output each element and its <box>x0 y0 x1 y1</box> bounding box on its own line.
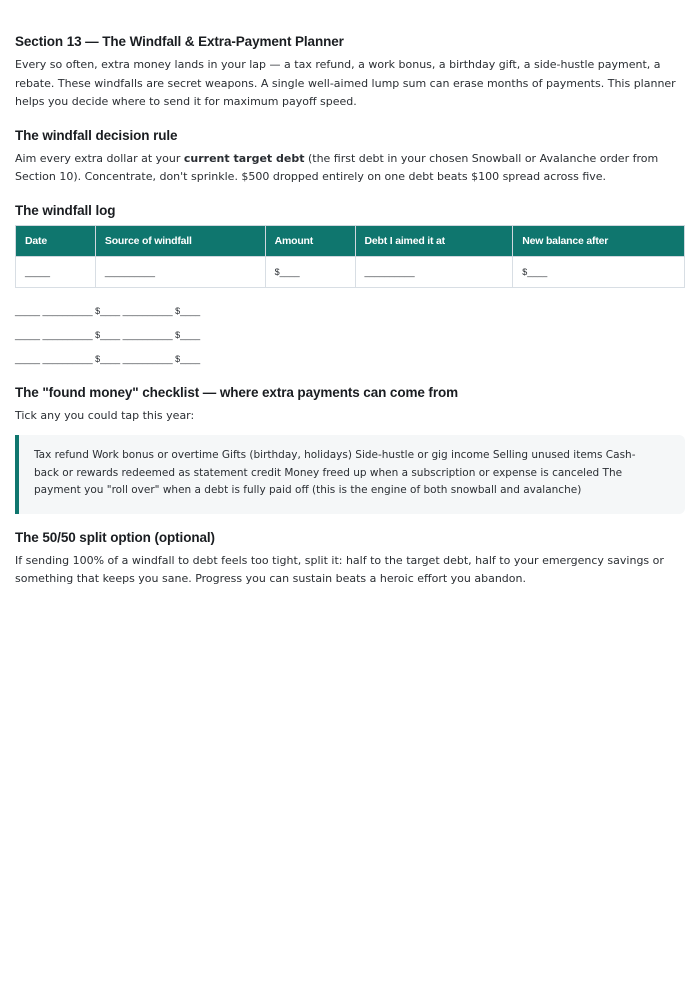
extra-log-lines <box>15 299 685 371</box>
decision-rule-text <box>15 150 685 187</box>
blank-log-line: _____ __________ $____ __________ $____ <box>15 305 201 316</box>
split-heading: The 50/50 split option (optional) <box>15 529 215 545</box>
cell-new-balance[interactable]: $____ <box>513 256 685 287</box>
checklist-lead: Tick any you could tap this year: <box>15 408 195 422</box>
section-title: Section 13 — The Windfall & Extra-Payment Planner <box>15 34 344 49</box>
windfall-log-table <box>15 225 685 288</box>
cell-source[interactable]: __________ <box>95 256 265 287</box>
cell-amount[interactable]: $____ <box>265 256 355 287</box>
column-header-new-balance: New balance after <box>513 225 685 256</box>
checklist-callout <box>15 435 685 514</box>
checklist-heading: The "found money" checklist — where extra payments can come from <box>15 384 459 400</box>
cell-date[interactable]: _____ <box>16 256 96 287</box>
table-row <box>16 256 685 287</box>
split-text: If sending 100% of a windfall to debt feels too tight, split it: half to the target debt, half to your emergency savings or something that keeps you sane. Progress you can sustain beats a heroic effort you abandon. <box>15 553 664 585</box>
decision-rule-text-after: (the first debt in your chosen Snowball or Avalanche order from Section 10). Concentrate, don't sprinkle. $500 dropped entirely on one debt beats $100 spread across five. <box>15 151 659 183</box>
table-header-row <box>16 225 685 256</box>
section-intro: Every so often, extra money lands in your lap — a tax refund, a work bonus, a birthday gift, a side-hustle payment, a rebate. These windfalls are secret weapons. A single well-aimed lump sum can erase months of payments. This planner helps you decide where to send it for maximum payoff speed. <box>15 58 676 108</box>
cell-debt[interactable]: __________ <box>355 256 513 287</box>
decision-rule-bold: current target debt <box>183 151 305 165</box>
column-header-amount: Amount <box>265 225 355 256</box>
column-header-date: Date <box>16 225 96 256</box>
blank-log-line: _____ __________ $____ __________ $____ <box>15 329 201 340</box>
column-header-debt: Debt I aimed it at <box>355 225 513 256</box>
decision-rule-heading: The windfall decision rule <box>15 127 178 143</box>
blank-log-line: _____ __________ $____ __________ $____ <box>15 353 201 364</box>
log-heading: The windfall log <box>15 202 116 218</box>
checklist-items: Tax refund Work bonus or overtime Gifts (birthday, holidays) Side-hustle or gig income Selling unused items Cash-back or rewards redeemed as statement credit Money freed up when a subscription or expense is canceled The payment you "roll over" when a debt is fully paid off (this is the engine of both snowball and avalanche) <box>34 449 636 496</box>
column-header-source: Source of windfall <box>95 225 265 256</box>
decision-rule-text-before: Aim every extra dollar at your <box>15 151 184 165</box>
